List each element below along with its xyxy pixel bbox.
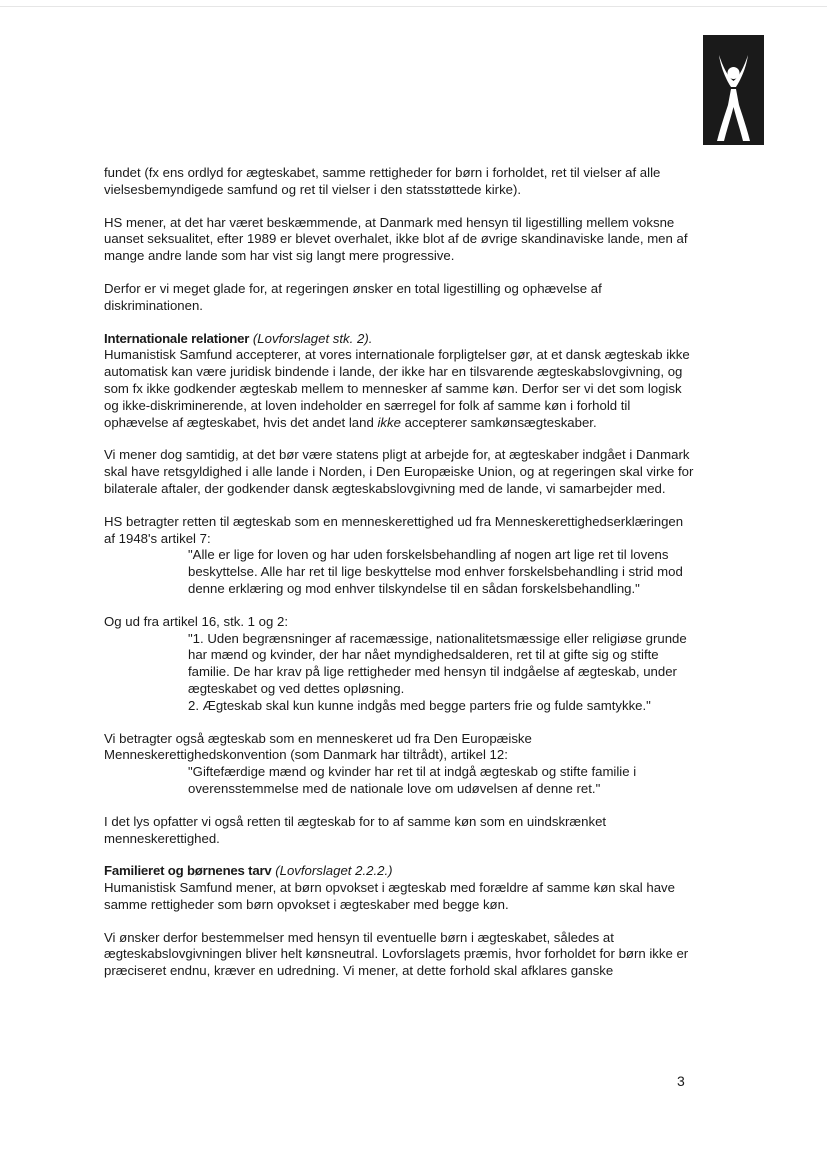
paragraph: Vi betragter også ægteskab som en menneskeret ud fra Den Europæiske Menneskerettighedskonvention (som Danmark har tiltrådt), artikel 12:: [104, 730, 532, 763]
section-heading: Internationale relationer: [104, 330, 250, 346]
section-reference: (Lovforslaget stk. 2).: [252, 330, 373, 346]
section-family: [104, 863, 694, 913]
document-body: [104, 165, 694, 996]
emphasis: ikke: [377, 414, 401, 430]
page-number: 3: [677, 1073, 685, 1089]
quote-article-7: "Alle er lige for loven og har uden forskelsbehandling af nogen art lige ret til lovens beskyttelse. Alle har ret til lige beskyttelse mod enhver forskelsbehandling i strid mod denne erklæring og mod enhver tilskyndelse til en sådan forskelsbehandling.": [188, 547, 683, 596]
paragraph: Derfor er vi meget glade for, at regeringen ønsker en total ligestilling og ophævelse af diskriminationen.: [104, 280, 602, 313]
top-rule: [0, 6, 827, 7]
quote-article-16: [188, 631, 694, 715]
paragraph: Vi mener dog samtidig, at det bør være statens pligt at arbejde for, at ægteskaber indgået i Danmark skal have retsgyldighed i alle lande i Norden, i Den Europæiske Union, og at regeringen skal virke for bilaterale aftaler, der godkender dansk ægteskabslovgivning med de lande, vi samarbejder med.: [104, 447, 694, 496]
paragraph: HS mener, at det har været beskæmmende, at Danmark med hensyn til ligestilling mellem voksne uanset seksualitet, efter 1989 er blevet overhalet, ikke blot af de øvrige skandinaviske lande, men af mange andre lande som har vist sig langt mere progressive.: [104, 214, 688, 264]
section-text: Humanistisk Samfund accepterer, at vores internationale forpligtelser gør, at et dansk ægteskab ikke automatisk kan være juridisk bindende i lande, der ikke har en tilsvarende ægteskabslovgivning, og som fx ikke godkender ægteskab mellem to mennesker af samme køn. Derfor ser vi det som logisk og ikke-diskriminerende, at loven indeholder en særregel for folk af samme køn i forhold til ophævelse af ægteskabet, hvis det andet land: [104, 347, 690, 430]
quote-part: "1. Uden begrænsninger af racemæssige, nationalitetsmæssige eller religiøse grunde har mænd og kvinder, der har nået myndighedsalderen, ret til at gifte sig og stifte familie. De har krav på lige rettigheder med hensyn til indgåelse af ægteskab, under ægteskabet og ved dettes opløsning.: [188, 630, 687, 696]
section-international: [104, 331, 694, 432]
section-text: accepterer samkønsægteskaber.: [400, 414, 597, 430]
section-reference: (Lovforslaget 2.2.2.): [275, 863, 393, 879]
paragraph: fundet (fx ens ordlyd for ægteskabet, samme rettigheder for børn i forholdet, ret til vielser af alle vielsesbemyndigede samfund og ret til vielser i den statsstøttede kirke).: [104, 165, 661, 197]
paragraph: HS betragter retten til ægteskab som en menneskerettighed ud fra Menneskerettighedserklæringen af 1948's artikel 7:: [104, 513, 684, 546]
section-heading: Familieret og børnenes tarv: [104, 863, 272, 879]
humanist-logo: [703, 35, 764, 145]
paragraph: Og ud fra artikel 16, stk. 1 og 2:: [104, 613, 288, 629]
paragraph: I det lys opfatter vi også retten til ægteskab for to af samme køn som en uindskrænket menneskerettighed.: [104, 813, 607, 846]
paragraph: Vi ønsker derfor bestemmelser med hensyn til eventuelle børn i ægteskabet, således at ægteskabslovgivningen bliver helt kønsneutral. Lovforslagets præmis, hvor forholdet for børn ikke er præciseret endnu, kræver en udredning. Vi mener, at dette forhold skal afklares ganske: [104, 929, 689, 979]
quote-article-12: "Giftefærdige mænd og kvinder har ret til at indgå ægteskab og stifte familie i overensstemmelse med de nationale love om udøvelsen af denne ret.": [188, 764, 637, 796]
quote-part: 2. Ægteskab skal kun kunne indgås med begge parters frie og fulde samtykke.": [188, 697, 651, 713]
section-text: Humanistisk Samfund mener, at børn opvokset i ægteskab med forældre af samme køn skal have samme rettigheder som børn opvokset i ægteskaber med begge køn.: [104, 880, 675, 912]
